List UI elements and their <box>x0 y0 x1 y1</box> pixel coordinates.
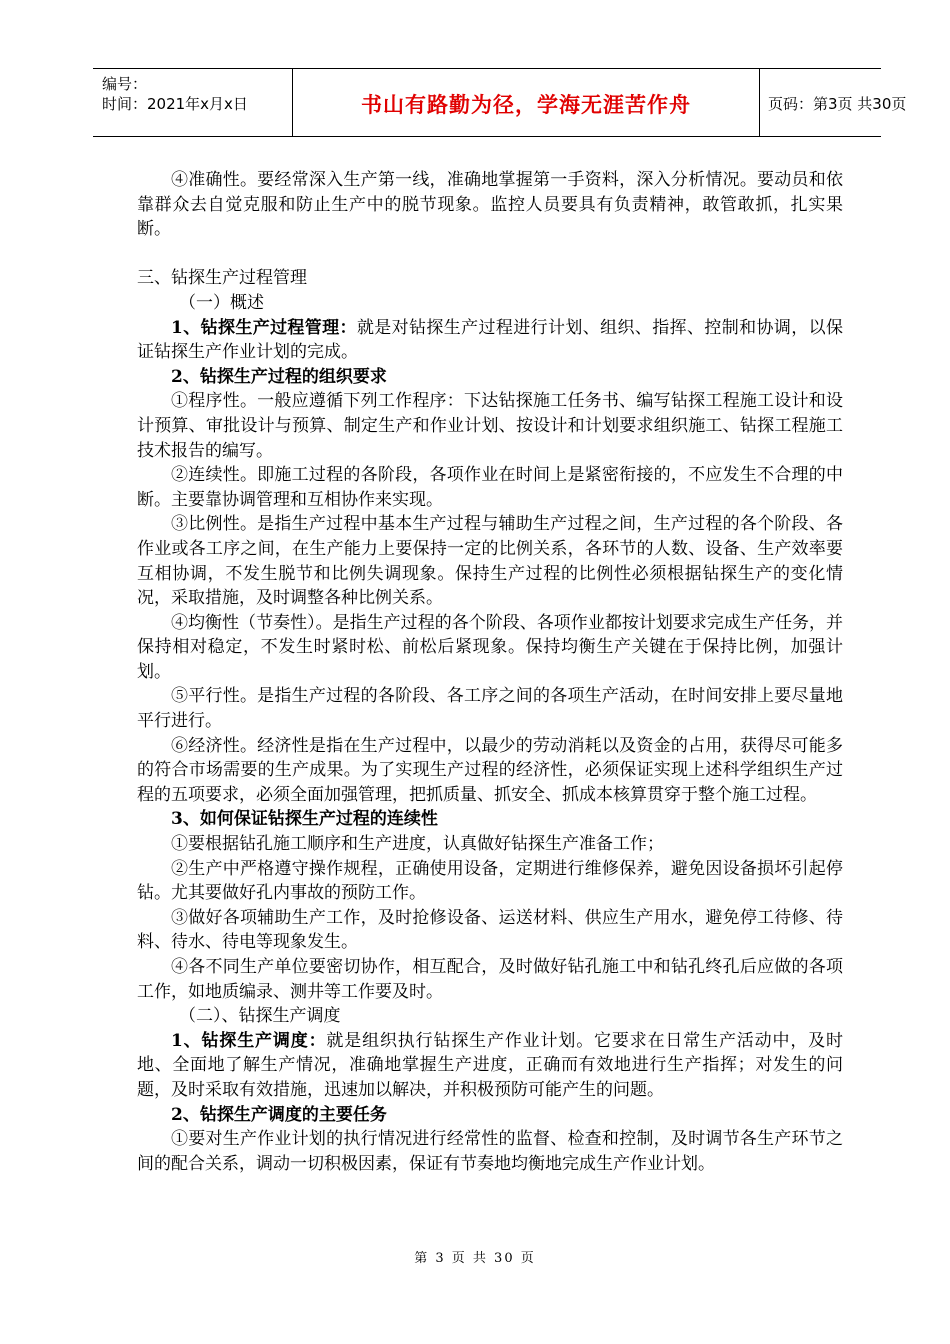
heading-organization-requirements: 2、钻探生产过程的组织要求 <box>171 366 387 387</box>
page-footer: 第 3 页 共 30 页 <box>414 1251 536 1266</box>
paragraph-procedural: ①程序性。一般应遵循下列工作程序：下达钻探施工任务书、编写钻探工程施工设计和设计预算、审批设计与预算、制定生产和作业计划、按设计和计划要求组织施工、钻探工程施工技术报告的编写。 <box>137 391 843 461</box>
header-page-cell <box>759 69 907 136</box>
paragraph-balance: ④均衡性（节奏性）。是指生产过程的各个阶段、各项作业都按计划要求完成生产任务，并保持相对稳定，不发生时紧时松、前松后紧现象。保持均衡生产关键在于保持比例，加强计划。 <box>137 612 843 682</box>
paragraph-dispatch-definition <box>137 1029 843 1103</box>
paragraph-continuity-2: ②生产中严格遵守操作规程，正确使用设备，定期进行维修保养，避免因设备损坏引起停钻。尤其要做好孔内事故的预防工作。 <box>137 858 843 904</box>
dispatch-term: 1、钻探生产调度： <box>171 1030 327 1051</box>
page-header <box>93 68 907 137</box>
dispatch-text: 就是组织执行钻探生产作业计划。它要求在日常生产活动中，及时地、全面地了解生产情况，准确地掌握生产进度，正确而有效地进行生产指挥；对发生的问题，及时采取有效措施，迅速加以解决，并积极预防可能产生的问题。 <box>137 1030 843 1100</box>
definition-text: 就是对钻探生产过程进行计划、组织、指挥、控制和协调，以保证钻探生产作业计划的完成。 <box>137 317 843 363</box>
header-meta-cell <box>93 69 292 136</box>
paragraph-continuity-1: ①要根据钻孔施工顺序和生产进度，认真做好钻探生产准备工作； <box>171 834 664 855</box>
paragraph-dispatch-task-1: ①要对生产作业计划的执行情况进行经常性的监督、检查和控制，及时调节各生产环节之间的配合关系，调动一切积极因素，保证有节奏地均衡地完成生产作业计划。 <box>137 1129 843 1174</box>
definition-term: 1、钻探生产过程管理： <box>171 317 357 338</box>
paragraph-continuity: ②连续性。即施工过程的各阶段，各项作业在时间上是紧密衔接的，不应发生不合理的中断。主要靠协调管理和互相协作来实现。 <box>137 465 843 510</box>
paragraph-definition <box>137 316 843 365</box>
paragraph-economy: ⑥经济性。经济性是指在生产过程中，以最少的劳动消耗以及资金的占用，获得尽可能多的符合市场需要的生产成果。为了实现生产过程的经济性，必须保证实现上述科学组织生产过程的五项要求，必须全面加强管理，把抓质量、抓安全、抓成本核算贯穿于整个施工过程。 <box>137 735 843 805</box>
paragraph-continuity-4: ④各不同生产单位要密切协作，相互配合，及时做好钻孔施工中和钻孔终孔后应做的各项工作，如地质编录、测井等工作要及时。 <box>137 957 843 1002</box>
subsection-title-overview: （一）概述 <box>179 292 264 313</box>
header-page-info: 页码：第3页 共30页 <box>768 95 907 113</box>
document-number-label: 编号： <box>102 75 148 93</box>
document-body <box>137 168 843 1176</box>
paragraph-parallelism: ⑤平行性。是指生产过程的各阶段、各工序之间的各项生产活动，在时间安排上要尽量地平行进行。 <box>137 686 843 732</box>
section-title: 三、钻探生产过程管理 <box>137 268 307 289</box>
paragraph-proportionality: ③比例性。是指生产过程中基本生产过程与辅助生产过程之间，生产过程的各个阶段、各作业或各工序之间，在生产能力上要保持一定的比例关系，各环节的人数、设备、生产效率要互相协调，不发生脱节和比例失调现象。保持生产过程的比例性必须根据钻探生产的变化情况，采取措施，及时调整各种比例关系。 <box>137 514 843 609</box>
paragraph-continuity-3: ③做好各项辅助生产工作，及时抢修设备、运送材料、供应生产用水，避免停工待修、待料、待水、待电等现象发生。 <box>137 907 843 953</box>
heading-dispatch-tasks: 2、钻探生产调度的主要任务 <box>171 1104 387 1125</box>
paragraph-accuracy: ④准确性。要经常深入生产第一线，准确地掌握第一手资料，深入分析情况。要动员和依靠群众去自觉克服和防止生产中的脱节现象。监控人员要具有负责精神，敢管敢抓，扎实果断。 <box>137 170 843 240</box>
subsection-title-dispatch: （二）、钻探生产调度 <box>179 1006 341 1027</box>
document-time-label: 时间：2021年x月x日 <box>102 95 248 113</box>
heading-ensure-continuity: 3、如何保证钻探生产过程的连续性 <box>171 809 438 830</box>
header-motto: 书山有路勤为径，学海无涯苦作舟 <box>361 92 691 117</box>
header-motto-cell <box>292 69 760 136</box>
